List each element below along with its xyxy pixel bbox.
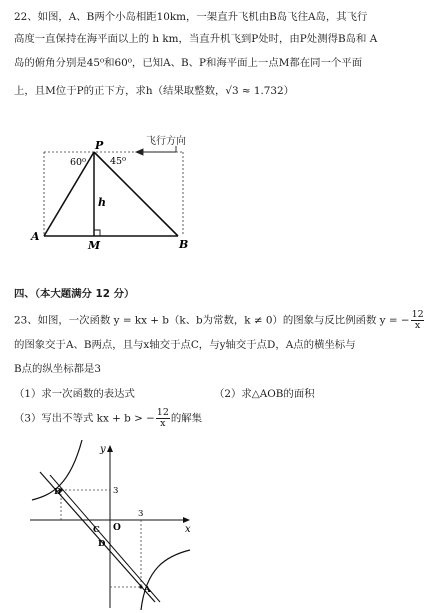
- q23-part-3-tail: 的解集: [170, 412, 203, 425]
- origin-label: O: [113, 523, 121, 533]
- q23-fraction-1-den: x: [414, 320, 421, 331]
- q23-fraction-2-num: 12: [156, 407, 169, 418]
- q23-line-1-text: 23、如图，一次函数 y = kx + b（k、b为常数，k ≠ 0）的图象与反比例函数 y = −: [14, 314, 410, 327]
- point-A: [139, 585, 142, 588]
- label-B-point: B: [54, 487, 62, 497]
- y-axis-label: y: [100, 444, 106, 455]
- q23-part-3: [14, 408, 202, 429]
- q22-figure: [28, 130, 198, 255]
- angle-45-label: 45⁰: [110, 156, 126, 167]
- flight-direction-label: 飞行方向: [146, 136, 186, 147]
- q23-fraction-1: [411, 310, 424, 331]
- q23-line-3: B点的纵坐标都是3: [14, 363, 101, 375]
- label-h: h: [98, 196, 106, 209]
- q23-line-2: 的图象交于A、B两点，且与x轴交于点C，与y轴交于点D，A点的横坐标与: [14, 339, 356, 351]
- axes: [30, 448, 188, 608]
- q23-part-3-text: （3）写出不等式 kx + b > −: [14, 412, 155, 425]
- q22-line-2: 高度一直保持在海平面以上的 h km，当直升机飞到P处时，由P处测得B岛和 A: [14, 33, 378, 45]
- q22-line-3: 岛的俯角分别是45⁰和60⁰，已知A、B、P和海平面上一点M都在同一个平面: [14, 57, 363, 69]
- q23-graph: [30, 440, 200, 610]
- y-axis-arrow: [107, 445, 113, 452]
- q23-part-1: （1）求一次函数的表达式: [14, 388, 135, 400]
- label-P: P: [95, 139, 104, 152]
- q23-line-1: [14, 310, 424, 331]
- tick-x-3: 3: [138, 509, 144, 519]
- label-A-point: A: [144, 585, 151, 595]
- q22-line-4: 上，且M位于P的正下方，求h（结果取整数，√3 ≈ 1.732）: [14, 85, 295, 97]
- q23-part-2: （2）求△AOB的面积: [214, 388, 315, 400]
- hyperbola-lower-right: [141, 550, 190, 610]
- q22-line-1: 22、如图，A、B两个小岛相距10km，一架直升飞机由B岛飞往A岛，其飞行: [14, 11, 368, 23]
- label-M: M: [88, 239, 101, 252]
- tick-y-3: 3: [113, 486, 119, 496]
- angle-60-label: 60⁰: [70, 157, 86, 168]
- q23-fraction-2: [156, 408, 170, 429]
- label-A: A: [31, 230, 40, 243]
- label-D-point: D: [98, 539, 106, 549]
- section-4-header: 四、（本大题满分 12 分）: [14, 288, 135, 300]
- flight-direction-arrow: [136, 146, 176, 155]
- label-B: B: [179, 238, 189, 251]
- q23-fraction-2-den: x: [160, 418, 166, 429]
- x-axis-label: x: [185, 524, 191, 535]
- x-axis-arrow: [183, 517, 190, 523]
- q23-fraction-1-num: 12: [411, 309, 424, 320]
- right-angle-mark: [94, 230, 100, 236]
- label-C-point: C: [93, 525, 100, 535]
